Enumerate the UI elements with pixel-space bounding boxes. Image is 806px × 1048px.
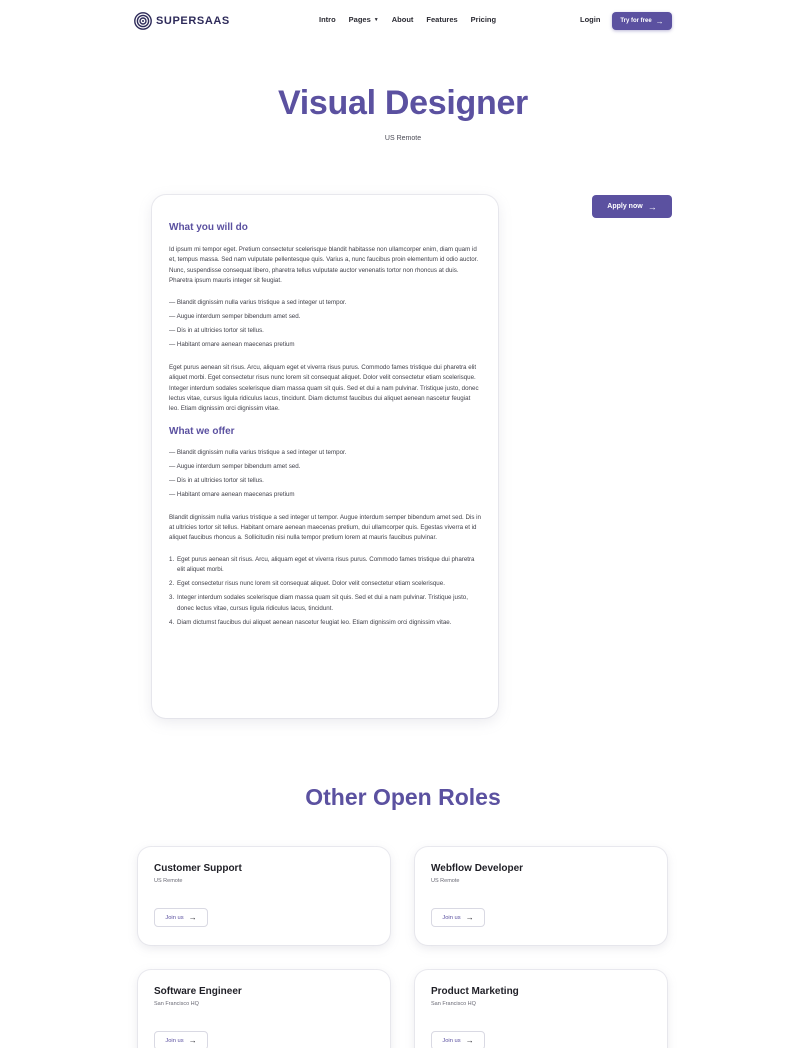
apply-now-button[interactable]: [592, 195, 672, 218]
join-us-label: Join us: [442, 914, 461, 921]
login-link[interactable]: Login: [580, 15, 601, 24]
role-location: San Francisco HQ: [431, 1001, 476, 1007]
section-title-what-you-will-do: What you will do: [169, 222, 248, 233]
apply-now-label: Apply now: [607, 203, 643, 210]
list-number: 1.: [169, 555, 175, 563]
job-description-card: [152, 195, 498, 718]
join-us-button[interactable]: [154, 1031, 208, 1048]
other-roles-title: Other Open Roles: [305, 784, 501, 810]
list-item: — Blandit dignissim nulla varius tristique a sed integer ut tempor.: [169, 448, 347, 456]
role-title: Software Engineer: [154, 986, 242, 997]
list-item: — Dis in at ultricies tortor sit tellus.: [169, 476, 264, 484]
try-for-free-label: Try for free: [620, 18, 652, 24]
list-item: — Dis in at ultricies tortor sit tellus.: [169, 327, 264, 335]
list-item: — Habitant ornare aenean maecenas pretium: [169, 341, 295, 349]
arrow-right-icon: →: [465, 913, 474, 922]
list-text: Eget consectetur risus nunc lorem sit consequat aliquet. Dolor velit consectetur etiam scelerisque.: [177, 580, 445, 588]
role-card-customer-support[interactable]: [138, 847, 390, 945]
list-item: — Augue interdum semper bibendum amet sed.: [169, 462, 301, 470]
list-text: Integer interdum sodales scelerisque diam massa quam sit quis. Sed et dui a nam pulvinar. Tristique justo, donec lectus vitae, cursus ligula ridiculus lacus, tincidunt.: [177, 594, 468, 612]
nav-pages-label: Pages: [348, 15, 371, 24]
list-item: — Habitant ornare aenean maecenas pretium: [169, 490, 295, 498]
join-us-label: Join us: [165, 1037, 184, 1044]
list-item: [169, 579, 481, 589]
list-item: [169, 618, 481, 628]
list-item: — Blandit dignissim nulla varius tristique a sed integer ut tempor.: [169, 299, 347, 307]
section-title-what-we-offer: What we offer: [169, 425, 235, 437]
list-item: [169, 555, 481, 576]
role-location: US Remote: [154, 878, 183, 884]
site-header: [0, 0, 806, 42]
nav-features[interactable]: Features: [426, 15, 458, 24]
list-item: — Augue interdum semper bibendum amet sed.: [169, 313, 301, 321]
arrow-right-icon: →: [188, 913, 197, 922]
list-text: Eget purus aenean sit risus. Arcu, aliquam eget et viverra risus purus. Commodo fames tristique dui pharetra elit aliquet morbi.: [177, 555, 475, 573]
brand-name: SUPERSAAS: [156, 15, 230, 27]
nav-intro[interactable]: Intro: [319, 15, 336, 24]
main-nav: [319, 15, 509, 24]
join-us-label: Join us: [442, 1037, 461, 1044]
list-text: Diam dictumst faucibus dui aliquet aenean nascetur feugiat leo. Etiam dignissim orci dignissim vitae.: [177, 619, 452, 627]
body-paragraph: Blandit dignissim nulla varius tristique a sed integer ut tempor. Augue interdum semper bibendum amet sed. Dis in at ultricies tortor sit tellus. Habitant ornare aenean maecenas pretium, dui ullamcorper quis. Egestas viverra et id aliquet faucibus rhoncus a. Sollicitudin nisi nulla tempor pretium lorem at mauris faucibus pulvinar.: [169, 513, 481, 542]
try-for-free-button[interactable]: [612, 12, 672, 30]
join-us-label: Join us: [165, 914, 184, 921]
arrow-right-icon: →: [465, 1036, 474, 1045]
brand-logo[interactable]: [134, 11, 230, 31]
role-location: San Francisco HQ: [154, 1001, 199, 1007]
role-card-webflow-developer[interactable]: [415, 847, 667, 945]
job-location: US Remote: [384, 135, 422, 142]
list-number: 3.: [169, 594, 175, 602]
arrow-right-icon: →: [188, 1036, 197, 1045]
page-title: Visual Designer: [278, 84, 528, 122]
role-location: US Remote: [431, 878, 460, 884]
join-us-button[interactable]: [431, 1031, 485, 1048]
benefits-list: [169, 446, 481, 502]
role-card-product-marketing[interactable]: [415, 970, 667, 1048]
intro-paragraph-2: Nunc, suspendisse consequat libero, pharetra tellus vulputate auctor venenatis tortor non rhoncus at duis. Pharetra ipsum mauris integer sit feugiat.: [169, 266, 459, 284]
intro-paragraph: Id ipsum mi tempor eget. Pretium consectetur scelerisque blandit habitasse non ullamcorper enim, diam quam id et, tempus massa. Sed nam vulputate pellentesque quis. Varius a, nunc faucibus proin elementum id odio auctor.: [169, 246, 479, 264]
join-us-button[interactable]: [154, 908, 208, 927]
list-number: 4.: [169, 619, 175, 627]
role-title: Customer Support: [154, 863, 242, 874]
arrow-right-icon: →: [655, 16, 664, 26]
ordered-list: [169, 555, 481, 629]
body-paragraph: Eget purus aenean sit risus. Arcu, aliquam eget et viverra risus purus. Commodo fames tristique dui pharetra elit aliquet morbi. Eget consectetur risus nunc lorem sit consequat aliquet. Dolor velit consectetur etiam scelerisque. Integer interdum sodales scelerisque diam massa quam sit quis. Sed et dui a nam pulvinar. Tristique justo, donec lectus vitae, cursus ligula ridiculus lacus, tincidunt. Diam dictumst faucibus dui aliquet aenean nascetur feugiat leo. Etiam dignissim orci dignissim vitae.: [169, 364, 479, 413]
logo-target-icon: [134, 12, 152, 30]
chevron-down-icon: ▼: [373, 16, 379, 23]
list-item: [169, 593, 481, 614]
role-title: Product Marketing: [431, 986, 519, 997]
join-us-button[interactable]: [431, 908, 485, 927]
list-number: 2.: [169, 580, 175, 588]
role-card-software-engineer[interactable]: [138, 970, 390, 1048]
arrow-right-icon: →: [647, 201, 657, 212]
nav-about[interactable]: About: [391, 15, 414, 24]
nav-pricing[interactable]: Pricing: [470, 15, 497, 24]
responsibilities-list: [169, 296, 481, 352]
role-title: Webflow Developer: [431, 863, 524, 874]
nav-pages[interactable]: [349, 15, 379, 24]
